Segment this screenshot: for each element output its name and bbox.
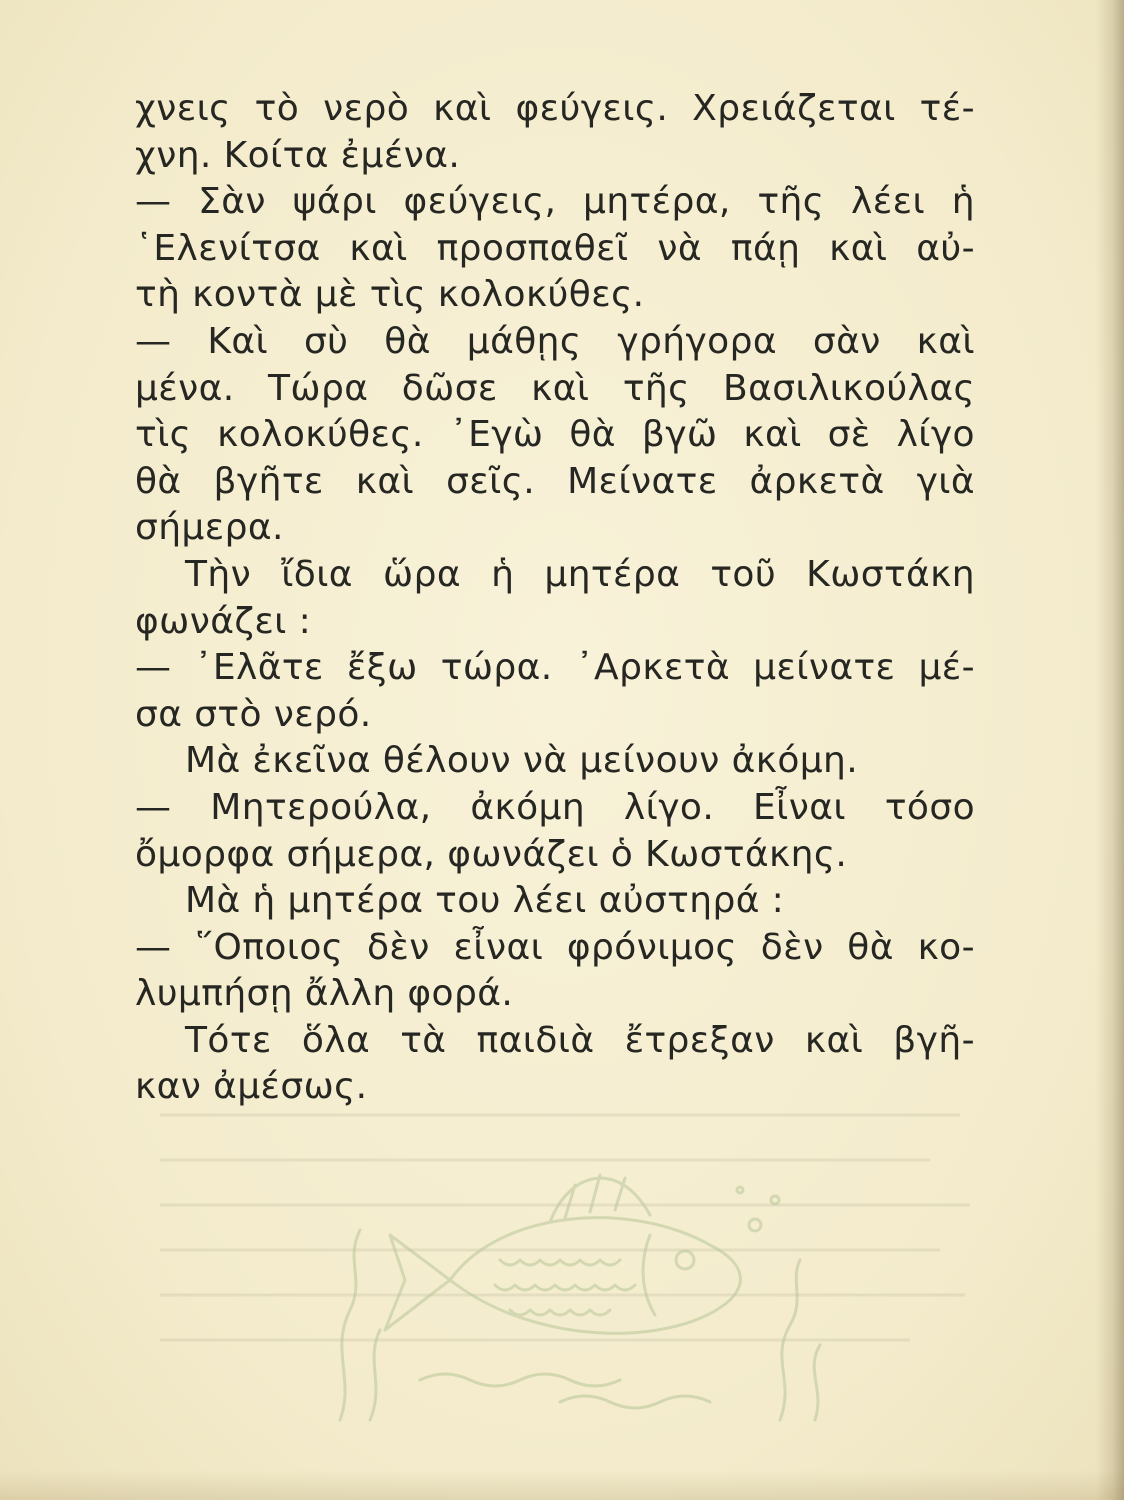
text-line: τὴ κοντὰ μὲ τὶς κολοκύθες. bbox=[135, 274, 645, 316]
text-line: χνη. Κοίτα ἐμένα. bbox=[135, 134, 461, 176]
text-line: μένα. Τώρα δῶσε καὶ τῆς Βασιλικούλας bbox=[135, 367, 975, 409]
text-line: — ῞Οποιος δὲν εἶναι φρόνιμος δὲν θὰ κο- bbox=[135, 926, 975, 968]
page-spine-shadow bbox=[1096, 0, 1124, 1500]
text-line: σήμερα. bbox=[135, 507, 284, 549]
text-line: θὰ βγῆτε καὶ σεῖς. Μείνατε ἀρκετὰ γιὰ bbox=[135, 460, 975, 502]
text-line: λυμπήσῃ ἄλλη φορά. bbox=[135, 973, 514, 1015]
text-line: Τὴν ἴδια ὥρα ἡ μητέρα τοῦ Κωστάκη bbox=[185, 553, 975, 595]
text-line: — Καὶ σὺ θὰ μάθῃς γρήγορα σὰν καὶ bbox=[135, 320, 975, 362]
text-line: Μὰ ἐκεῖνα θέλουν νὰ μείνουν ἀκόμη. bbox=[185, 740, 859, 782]
text-line: — ᾿Ελᾶτε ἔξω τώρα. ᾿Αρκετὰ μείνατε μέ- bbox=[135, 647, 975, 689]
text-line: σα στὸ νερό. bbox=[135, 693, 372, 735]
fish-icon bbox=[300, 1130, 860, 1430]
text-line: καν ἀμέσως. bbox=[135, 1066, 368, 1108]
text-line: φωνάζει : bbox=[135, 600, 312, 642]
text-line: χνεις τὸ νερὸ καὶ φεύγεις. Χρειάζεται τέ- bbox=[135, 88, 975, 129]
text-line: ὄμορφα σήμερα, φωνάζει ὁ Κωστάκης. bbox=[135, 833, 848, 875]
text-line: Μὰ ἡ μητέρα του λέει αὐστηρά : bbox=[185, 880, 785, 922]
story-text bbox=[135, 86, 975, 1111]
page-bottom-shade bbox=[0, 1470, 1124, 1500]
text-line: — Σὰν ψάρι φεύγεις, μητέρα, τῆς λέει ἡ bbox=[135, 181, 975, 223]
text-line: ῾Ελενίτσα καὶ προσπαθεῖ νὰ πάῃ καὶ αὐ- bbox=[135, 227, 975, 269]
text-line: τὶς κολοκύθες. ᾿Εγὼ θὰ βγῶ καὶ σὲ λίγο bbox=[135, 414, 975, 456]
text-line: Τότε ὅλα τὰ παιδιὰ ἔτρεξαν καὶ βγῆ- bbox=[185, 1019, 975, 1061]
text-line: — Μητερούλα, ἀκόμη λίγο. Εἶναι τόσο bbox=[135, 786, 975, 828]
